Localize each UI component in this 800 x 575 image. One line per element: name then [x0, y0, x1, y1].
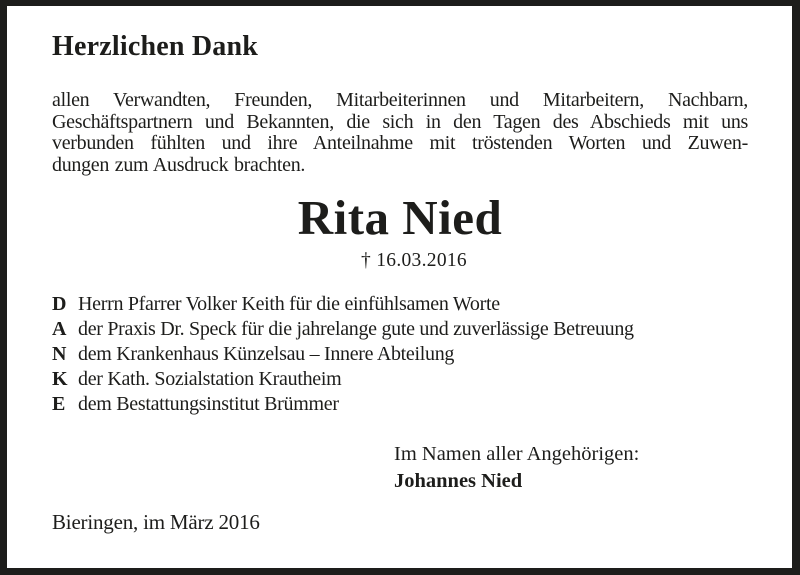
paragraph-line: verbunden fühlten und ihre Anteilnahme mit tröstenden Worten und Zuwen- — [52, 132, 748, 155]
closing-block — [394, 441, 639, 495]
signature-name: Johannes Nied — [394, 470, 523, 492]
paragraph-line: Geschäftspartnern und Bekannten, die sich in den Tagen des Abschieds mit uns — [52, 110, 748, 133]
death-date: † 16.03.2016 — [361, 250, 467, 271]
deceased-name: Rita Nied — [297, 190, 503, 245]
danke-letter: N — [52, 343, 67, 366]
danke-letter: D — [52, 293, 67, 315]
danke-text: dem Krankenhaus Künzelsau – Innere Abteilung — [78, 343, 455, 366]
on-behalf-line: Im Namen aller Angehörigen: — [394, 443, 640, 465]
danke-item — [52, 292, 634, 317]
danke-letter: A — [52, 318, 67, 341]
thanks-heading: Herzlichen Dank — [52, 31, 258, 62]
thanks-paragraph — [52, 90, 748, 177]
danke-text: Herrn Pfarrer Volker Keith für die einfühlsamen Worte — [78, 293, 500, 315]
danke-text: der Kath. Sozialstation Krautheim — [78, 368, 342, 391]
danke-acrostic-list — [52, 292, 634, 417]
place-and-date: Bieringen, im März 2016 — [52, 510, 260, 534]
danke-item — [52, 342, 634, 367]
paragraph-line: dungen zum Ausdruck brachten. — [52, 154, 306, 177]
paragraph-line: allen Verwandten, Freunden, Mitarbeiterinnen und Mitarbeitern, Nachbarn, — [52, 89, 748, 111]
danke-text: der Praxis Dr. Speck für die jahrelange gute und zuverlässige Betreuung — [78, 318, 634, 341]
danke-item — [52, 317, 634, 342]
danke-item — [52, 367, 634, 392]
danke-item — [52, 392, 634, 417]
danke-letter: K — [52, 368, 68, 391]
danke-letter: E — [52, 393, 66, 416]
danke-text: dem Bestattungsinstitut Brümmer — [78, 393, 339, 416]
